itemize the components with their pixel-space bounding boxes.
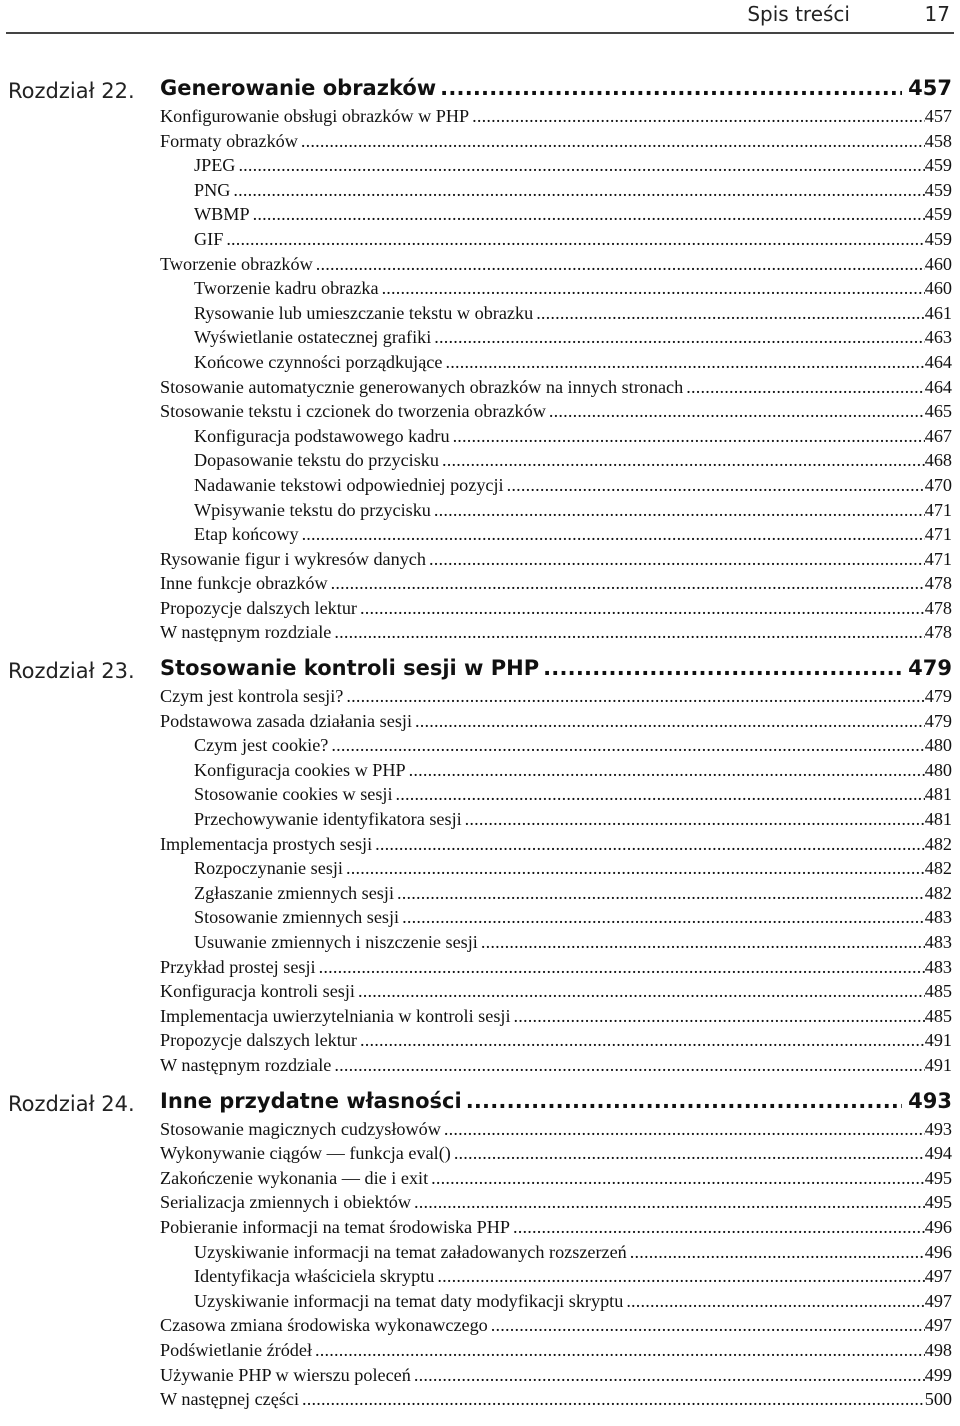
dot-leader: [445, 352, 924, 373]
entry-page-number: 496: [924, 1241, 952, 1262]
entry-page-number: 471: [924, 524, 952, 545]
entry-page-number: 467: [924, 425, 952, 446]
entry-title: Pobieranie informacji na temat środowiska PHP: [160, 1216, 511, 1237]
entry-page-number: 497: [924, 1315, 952, 1336]
chapter-page-number: 457: [908, 76, 952, 100]
entry-title: Używanie PHP w wierszu poleceń: [160, 1364, 411, 1385]
toc-section-entry[interactable]: [160, 377, 952, 402]
toc-subsection-entry[interactable]: [194, 155, 952, 180]
entry-title: Zakończenie wykonania — die i exit: [160, 1167, 429, 1188]
toc-section-entry[interactable]: [160, 1055, 952, 1080]
toc-section-entry[interactable]: [160, 622, 952, 647]
dot-leader: [437, 1266, 924, 1287]
toc-section-entry[interactable]: [160, 686, 952, 711]
entry-title: Serializacja zmiennych i obiektów: [160, 1192, 411, 1213]
dot-leader: [453, 426, 925, 447]
toc-section-entry[interactable]: [160, 598, 952, 623]
entry-page-number: 478: [924, 622, 952, 643]
entry-page-number: 458: [924, 130, 952, 151]
dot-leader: [414, 1365, 925, 1386]
entry-title: Stosowanie tekstu i czcionek do tworzenia obrazków: [160, 401, 546, 422]
toc-section-entry[interactable]: [160, 1006, 952, 1031]
toc-subsection-entry[interactable]: [194, 426, 952, 451]
entry-title: Formaty obrazków: [160, 130, 298, 151]
chapter-page-number: 493: [908, 1088, 952, 1113]
toc-section-entry[interactable]: [160, 1168, 952, 1193]
entry-title: Propozycje dalszych lektur: [160, 1030, 357, 1051]
entry-title: Rysowanie figur i wykresów danych: [160, 548, 426, 569]
page-header: [0, 0, 960, 34]
chapter-label: Rozdział 24.: [8, 1091, 135, 1116]
entry-title: JPEG: [194, 155, 236, 176]
entry-title: Implementacja uwierzytelniania w kontroli sesji: [160, 1005, 511, 1026]
dot-leader: [686, 377, 924, 398]
dot-leader: [513, 1217, 925, 1238]
toc-subsection-entry[interactable]: [194, 450, 952, 475]
dot-leader: [429, 549, 925, 570]
entry-page-number: 471: [924, 499, 952, 520]
entry-page-number: 459: [924, 228, 952, 249]
entry-title: Tworzenie obrazków: [160, 253, 313, 274]
toc-subsection-entry[interactable]: [194, 809, 952, 834]
dot-leader: [514, 1006, 925, 1027]
chapter-block: [0, 1089, 960, 1414]
entry-page-number: 463: [924, 327, 952, 348]
entry-title: Rysowanie lub umieszczanie tekstu w obrazku: [194, 302, 534, 323]
entry-page-number: 497: [924, 1290, 952, 1311]
toc-section-entry[interactable]: [160, 1192, 952, 1217]
entry-title: Stosowanie cookies w sesji: [194, 784, 393, 805]
entry-title: PNG: [194, 179, 231, 200]
entry-title: Podświetlanie źródeł: [160, 1339, 313, 1360]
entry-page-number: 460: [924, 278, 952, 299]
entry-page-number: 459: [924, 155, 952, 176]
entry-title: Uzyskiwanie informacji na temat daty modyfikacji skryptu: [194, 1290, 624, 1311]
toc-section-entry[interactable]: [160, 834, 952, 859]
entry-title: Konfiguracja kontroli sesji: [160, 981, 355, 1002]
entry-page-number: 468: [924, 450, 952, 471]
dot-leader: [409, 760, 925, 781]
entry-title: Rozpoczynanie sesji: [194, 858, 343, 879]
toc-subsection-entry[interactable]: [194, 735, 952, 760]
dot-leader: [397, 883, 925, 904]
toc-subsection-entry[interactable]: [194, 303, 952, 328]
entry-page-number: 465: [924, 401, 952, 422]
toc-subsection-entry[interactable]: [194, 475, 952, 500]
entry-page-number: 479: [924, 710, 952, 731]
dot-leader: [233, 180, 924, 201]
entry-page-number: 499: [924, 1364, 952, 1385]
entry-title: Zgłaszanie zmiennych sesji: [194, 882, 394, 903]
toc-subsection-entry[interactable]: [194, 760, 952, 785]
chapter-label: Rozdział 23.: [8, 659, 135, 684]
entry-page-number: 498: [924, 1339, 952, 1360]
toc-subsection-entry[interactable]: [194, 1242, 952, 1267]
dot-leader: [481, 932, 925, 953]
entry-page-number: 494: [924, 1143, 952, 1164]
dot-leader: [238, 155, 924, 176]
entry-title: Przechowywanie identyfikatora sesji: [194, 809, 462, 830]
dot-leader: [414, 1192, 925, 1213]
entry-title: W następnym rozdziale: [160, 1054, 332, 1075]
dot-leader: [375, 834, 925, 855]
toc-section-entry[interactable]: [160, 573, 952, 598]
dot-leader: [301, 131, 925, 152]
toc-section-entry[interactable]: [160, 1315, 952, 1340]
toc-section-entry[interactable]: [160, 957, 952, 982]
toc-section-entry[interactable]: [160, 254, 952, 279]
dot-leader: [630, 1242, 925, 1263]
page-number: 17: [924, 2, 950, 26]
toc-section-entry[interactable]: [160, 1217, 952, 1242]
entry-title: Propozycje dalszych lektur: [160, 597, 357, 618]
entry-title: WBMP: [194, 204, 250, 225]
dot-leader: [402, 907, 925, 928]
toc-subsection-entry[interactable]: [194, 1291, 952, 1316]
toc-subsection-entry[interactable]: [194, 907, 952, 932]
toc-subsection-entry[interactable]: [194, 229, 952, 254]
entry-page-number: 485: [924, 981, 952, 1002]
entry-page-number: 464: [924, 351, 952, 372]
entry-title: Stosowanie magicznych cudzysłowów: [160, 1118, 441, 1139]
toc-subsection-entry[interactable]: [194, 204, 952, 229]
toc-section-entry[interactable]: [160, 711, 952, 736]
entry-title: Wykonywanie ciągów — funkcja eval(): [160, 1143, 451, 1164]
table-of-contents: [0, 76, 960, 1423]
chapter-heading[interactable]: [160, 1089, 952, 1119]
entry-page-number: 491: [924, 1054, 952, 1075]
entry-page-number: 491: [924, 1030, 952, 1051]
toc-subsection-entry[interactable]: [194, 352, 952, 377]
header-divider: [6, 32, 954, 34]
dot-leader: [396, 784, 925, 805]
entry-title: Końcowe czynności porządkujące: [194, 351, 443, 372]
chapter-label: Rozdział 22.: [8, 79, 135, 103]
entry-page-number: 461: [924, 302, 952, 323]
dot-leader: [346, 686, 924, 707]
dot-leader: [472, 106, 925, 127]
dot-leader: [440, 76, 902, 100]
entry-title: W następnym rozdziale: [160, 622, 332, 643]
entry-page-number: 460: [924, 253, 952, 274]
dot-leader: [253, 204, 925, 225]
dot-leader: [382, 278, 925, 299]
toc-section-entry[interactable]: [160, 1030, 952, 1055]
entry-page-number: 481: [924, 784, 952, 805]
entry-page-number: 493: [924, 1118, 952, 1139]
entry-title: W następnej części: [160, 1389, 300, 1410]
toc-subsection-entry[interactable]: [194, 784, 952, 809]
entry-title: Stosowanie zmiennych sesji: [194, 907, 400, 928]
entry-page-number: 480: [924, 735, 952, 756]
dot-leader: [334, 1055, 924, 1076]
chapter-page-number: 479: [908, 656, 952, 681]
toc-section-entry[interactable]: [160, 1119, 952, 1144]
dot-leader: [316, 254, 925, 275]
entry-page-number: 483: [924, 956, 952, 977]
dot-leader: [454, 1143, 925, 1164]
dot-leader: [319, 957, 925, 978]
dot-leader: [434, 500, 925, 521]
entry-title: Czym jest kontrola sesji?: [160, 686, 344, 707]
entry-title: Stosowanie automatycznie generowanych obrazków na innych stronach: [160, 376, 684, 397]
dot-leader: [549, 401, 925, 422]
toc-subsection-entry[interactable]: [194, 932, 952, 957]
entry-title: Dopasowanie tekstu do przycisku: [194, 450, 439, 471]
entry-page-number: 482: [924, 882, 952, 903]
entry-page-number: 470: [924, 474, 952, 495]
chapter-block: [0, 656, 960, 1080]
entry-page-number: 457: [924, 106, 952, 126]
entry-title: Uzyskiwanie informacji na temat załadowanych rozszerzeń: [194, 1241, 627, 1262]
chapter-title: Generowanie obrazków: [160, 76, 437, 100]
toc-section-entry[interactable]: [160, 981, 952, 1006]
dot-leader: [302, 524, 925, 545]
entry-title: Podstawowa zasada działania sesji: [160, 710, 413, 731]
dot-leader: [434, 327, 924, 348]
entry-page-number: 481: [924, 809, 952, 830]
toc-subsection-entry[interactable]: [194, 883, 952, 908]
toc-section-entry[interactable]: [160, 1143, 952, 1168]
toc-subsection-entry[interactable]: [194, 278, 952, 303]
entry-page-number: 495: [924, 1167, 952, 1188]
entry-title: Czasowa zmiana środowiska wykonawczego: [160, 1315, 488, 1336]
toc-section-entry[interactable]: [160, 1340, 952, 1365]
entry-title: Konfiguracja cookies w PHP: [194, 759, 406, 780]
toc-section-entry[interactable]: [160, 1389, 952, 1414]
entry-page-number: 471: [924, 548, 952, 569]
toc-subsection-entry[interactable]: [194, 858, 952, 883]
entry-title: GIF: [194, 228, 224, 249]
dot-leader: [442, 450, 925, 471]
entry-title: Identyfikacja właściciela skryptu: [194, 1266, 435, 1287]
entry-page-number: 497: [924, 1266, 952, 1287]
toc-section-entry[interactable]: [160, 106, 952, 131]
entry-page-number: 482: [924, 858, 952, 879]
entry-page-number: 479: [924, 686, 952, 707]
dot-leader: [415, 711, 925, 732]
toc-subsection-entry[interactable]: [194, 180, 952, 205]
entry-title: Konfigurowanie obsługi obrazków w PHP: [160, 106, 470, 126]
dot-leader: [302, 1389, 925, 1410]
entry-title: Tworzenie kadru obrazka: [194, 278, 379, 299]
entry-page-number: 482: [924, 833, 952, 854]
dot-leader: [431, 1168, 925, 1189]
entry-title: Konfiguracja podstawowego kadru: [194, 425, 450, 446]
running-header-title: Spis treści: [747, 2, 850, 26]
entry-page-number: 464: [924, 376, 952, 397]
dot-leader: [536, 303, 925, 324]
entry-page-number: 483: [924, 932, 952, 952]
dot-leader: [331, 573, 925, 594]
dot-leader: [444, 1119, 925, 1140]
entry-page-number: 500: [924, 1389, 952, 1410]
toc-subsection-entry[interactable]: [194, 500, 952, 525]
entry-page-number: 459: [924, 204, 952, 225]
dot-leader: [358, 981, 925, 1002]
dot-leader: [491, 1315, 925, 1336]
toc-section-entry[interactable]: [160, 131, 952, 156]
dot-leader: [360, 1030, 925, 1051]
chapter-title: Inne przydatne własności: [160, 1088, 462, 1113]
entry-page-number: 478: [924, 597, 952, 618]
toc-section-entry[interactable]: [160, 401, 952, 426]
chapter-title: Stosowanie kontroli sesji w PHP: [160, 656, 540, 681]
entry-title: Wpisywanie tekstu do przycisku: [194, 499, 431, 520]
entry-title: Implementacja prostych sesji: [160, 833, 373, 854]
entry-page-number: 459: [924, 179, 952, 200]
entry-title: Przykład prostej sesji: [160, 956, 316, 977]
entry-page-number: 495: [924, 1192, 952, 1213]
toc-subsection-entry[interactable]: [194, 327, 952, 352]
entry-page-number: 478: [924, 573, 952, 594]
toc-subsection-entry[interactable]: [194, 1266, 952, 1291]
dot-leader: [507, 475, 925, 496]
entry-title: Etap końcowy: [194, 524, 299, 545]
dot-leader: [315, 1340, 925, 1361]
dot-leader: [346, 858, 925, 879]
chapter-block: [0, 76, 960, 647]
entry-page-number: 485: [924, 1005, 952, 1026]
entry-title: Wyświetlanie ostatecznej grafiki: [194, 327, 432, 348]
dot-leader: [331, 735, 924, 756]
dot-leader: [626, 1291, 924, 1312]
dot-leader: [543, 656, 902, 680]
dot-leader: [334, 622, 924, 643]
entry-title: Nadawanie tekstowi odpowiedniej pozycji: [194, 474, 504, 495]
entry-page-number: 496: [924, 1216, 952, 1237]
entry-title: Usuwanie zmiennych i niszczenie sesji: [194, 932, 478, 952]
entry-page-number: 483: [924, 907, 952, 928]
dot-leader: [226, 229, 924, 250]
toc-section-entry[interactable]: [160, 1365, 952, 1390]
entry-title: Inne funkcje obrazków: [160, 573, 328, 594]
dot-leader: [465, 809, 925, 830]
chapter-heading[interactable]: [160, 76, 952, 106]
entry-page-number: 480: [924, 759, 952, 780]
entry-title: Czym jest cookie?: [194, 735, 329, 756]
toc-subsection-entry[interactable]: [194, 524, 952, 549]
toc-section-entry[interactable]: [160, 549, 952, 574]
dot-leader: [466, 1089, 902, 1113]
dot-leader: [360, 598, 925, 619]
chapter-heading[interactable]: [160, 656, 952, 686]
